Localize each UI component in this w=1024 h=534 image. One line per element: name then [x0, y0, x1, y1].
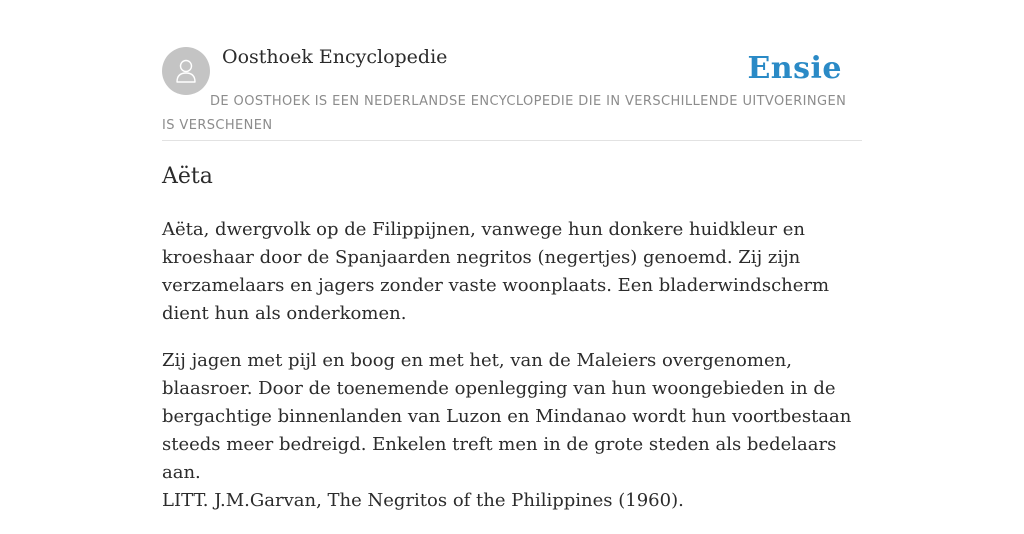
brand-logo[interactable]: Ensie [747, 51, 842, 86]
entry-title: Aëta [162, 164, 213, 189]
source-tagline: DE OOSTHOEK IS EEN NEDERLANDSE ENCYCLOPEDIE DIE IN VERSCHILLENDE UITVOERINGEN IS VERSCHENEN [162, 94, 847, 133]
entry-body [162, 216, 862, 534]
source-header [162, 0, 862, 141]
entry-paragraph: Zij jagen met pijl en boog en met het, van de Maleiers overgenomen, blaasroer. Door de toenemende openlegging van hun woongebieden in de bergachtige binnenlanden van Luzon en Mindanao wordt hun voortbestaan steeds meer bedreigd. Enkelen treft men in de grote steden als bedelaars aan. [162, 350, 852, 483]
user-silhouette-icon [171, 56, 201, 86]
source-name[interactable]: Oosthoek Encyclopedie [222, 46, 448, 68]
source-avatar[interactable] [162, 47, 210, 95]
page-container [162, 0, 862, 511]
entry-literature: LITT. J.M.Garvan, The Negritos of the Philippines (1960). [162, 490, 684, 511]
entry-paragraph: Aëta, dwergvolk op de Filippijnen, vanwege hun donkere huidkleur en kroeshaar door de Spanjaarden negritos (negertjes) genoemd. Zij zijn verzamelaars en jagers zonder vaste woonplaats. Een bladerwindscherm dient hun als onderkomen. [162, 219, 830, 324]
